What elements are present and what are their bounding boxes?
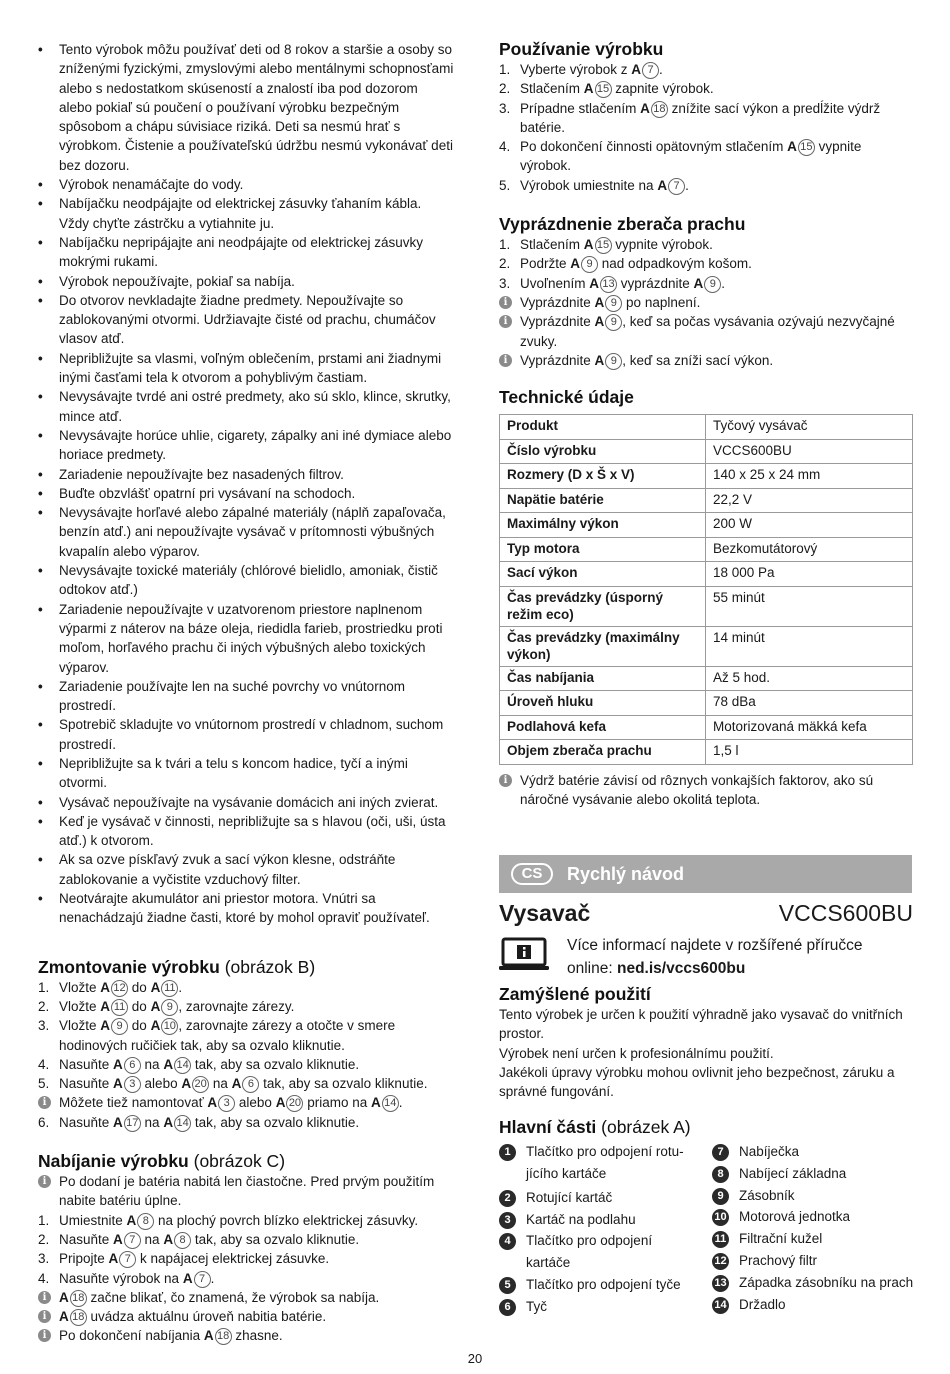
part-number: 14 — [712, 1297, 729, 1314]
step-number: 1. — [499, 62, 511, 77]
more-info-text: Více informací najdete v rozšířené příručce online: ned.is/vccs600bu — [567, 937, 863, 977]
step — [38, 1074, 454, 1093]
part-number: 1 — [499, 1144, 516, 1161]
safety-bullet-list — [38, 40, 454, 928]
step-number: 5. — [38, 1076, 50, 1092]
part-item — [712, 1163, 912, 1185]
spec-row — [500, 626, 913, 666]
step-number: 3. — [499, 100, 511, 116]
battery-note: i Výdrž batérie závisí od rôznych vonkajších faktorov, ako sú náročné vysávanie alebo okolitá teplota. — [499, 771, 913, 810]
info-icon: i — [499, 296, 512, 309]
step-number: 3. — [38, 1251, 50, 1267]
step-number: 1. — [499, 237, 511, 253]
step — [38, 1016, 454, 1055]
step — [499, 235, 913, 254]
main-parts-heading: Hlavní části (obrázek A) — [499, 1117, 691, 1137]
part-number: 4 — [499, 1233, 516, 1250]
part-number: 12 — [712, 1253, 729, 1270]
step — [38, 1249, 454, 1268]
laptop-info-icon — [499, 937, 549, 971]
part-label: Tlačítko pro odpojení rotu-jícího kartáče — [526, 1144, 684, 1181]
spec-key: Číslo výrobku — [500, 439, 706, 464]
safety-bullet: • Spotrebič skladujte vo vnútornom prostredí v chladnom, suchom prostredí. — [38, 715, 454, 754]
info-note — [38, 1093, 454, 1112]
step-number: 2. — [499, 256, 511, 272]
emptying-steps — [499, 235, 913, 370]
step-text: Podržte A 9 nad odpadkovým košom. — [520, 256, 752, 272]
spec-key: Podlahová kefa — [500, 715, 706, 740]
info-icon: i — [499, 315, 512, 328]
part-label: Zásobník — [739, 1187, 795, 1203]
step — [499, 176, 913, 195]
spec-key: Typ motora — [500, 537, 706, 562]
using-heading: Používanie výrobku — [499, 39, 664, 59]
info-icon: i — [38, 1310, 51, 1323]
part-item — [712, 1228, 912, 1250]
safety-bullet: • Výrobok nepoužívajte, pokiaľ sa nabíja. — [38, 272, 454, 291]
spec-value: 140 x 25 x 24 mm — [706, 464, 913, 489]
step-text: Uvoľnením A 13 vyprázdnite A 9 . — [520, 275, 726, 291]
spec-value: 78 dBa — [706, 691, 913, 716]
spec-value: VCCS600BU — [706, 439, 913, 464]
safety-bullet: • Nepribližujte sa k tvári a telu s koncom hadice, tyčí a inými otvormi. — [38, 754, 454, 793]
safety-bullet: • Do otvorov nevkladajte žiadne predmety. Nepoužívajte so zablokovanými otvormi. Udržiavajte čisté od prachu, chumáčov vlasov atď. — [38, 291, 454, 349]
spec-value: Až 5 hod. — [706, 666, 913, 691]
spec-row — [500, 439, 913, 464]
part-item — [499, 1187, 699, 1209]
part-label: Západka zásobníku na prach — [739, 1274, 914, 1290]
part-label: Tlačítko pro odpojení tyče — [526, 1277, 681, 1292]
spec-row — [500, 488, 913, 513]
step-text: Nasuňte A 3 alebo A 20 na A 6 tak, aby sa ozvalo kliknutie. — [59, 1076, 428, 1092]
step-number: 5. — [499, 177, 511, 193]
step — [499, 79, 913, 98]
info-note — [499, 351, 913, 370]
part-label: Držadlo — [739, 1296, 786, 1312]
part-item — [712, 1206, 912, 1228]
part-number: 13 — [712, 1275, 729, 1292]
intended-use-text: Výrobek není určen k profesionálnímu použití. — [499, 1045, 774, 1061]
spec-value: 14 minút — [706, 626, 913, 666]
step-number: 1. — [38, 979, 50, 995]
step — [38, 1230, 454, 1249]
step-text: Vyprázdnite A 9 po naplnení. — [520, 294, 701, 310]
safety-bullet: • Keď je vysávač v činnosti, nepribližujte sa s hlavou (oči, uši, ústa atď.) k otvorom. — [38, 812, 454, 851]
safety-bullet: • Buďte obzvlášť opatrní pri vysávaní na schodoch. — [38, 484, 454, 503]
step-text: Pripojte A 7 k napájacej elektrickej zásuvke. — [59, 1251, 330, 1267]
step-text: Vložte A 12 do A 11 . — [59, 979, 183, 995]
spec-value: Bezkomutátorový — [706, 537, 913, 562]
specs-heading: Technické údaje — [499, 387, 634, 408]
step-text: Stlačením A 15 vypnite výrobok. — [520, 237, 713, 253]
part-item — [712, 1294, 912, 1316]
spec-key: Úroveň hluku — [500, 691, 706, 716]
step-number: 4. — [38, 1056, 50, 1072]
spec-value: Tyčový vysávač — [706, 415, 913, 440]
safety-bullet: • Nevysávajte toxické materiály (chlórové bielidlo, amoniak, čistič odtokov atď.) — [38, 561, 454, 600]
spec-row — [500, 562, 913, 587]
spec-row — [500, 666, 913, 691]
step — [38, 997, 454, 1016]
part-label: Tyč — [526, 1299, 548, 1314]
safety-bullet: • Zariadenie nepoužívajte v uzatvorenom priestore naplnenom výparmi z náterov na báze oleja, riedidla farieb, prostriedku proti moľom, horľavého prachu či iných výbušných alebo toxických výparov. — [38, 600, 454, 677]
part-label: Tlačítko pro odpojení kartáče — [526, 1233, 653, 1270]
spec-key: Čas prevádzky (maximálny výkon) — [500, 626, 706, 666]
step-number: 2. — [38, 998, 50, 1014]
step-text: A 18 uvádza aktuálnu úroveň nabitia batérie. — [59, 1309, 327, 1325]
spec-key: Rozmery (D x Š x V) — [500, 464, 706, 489]
spec-key: Objem zberača prachu — [500, 740, 706, 765]
part-item — [712, 1185, 912, 1207]
language-badge: CS — [511, 863, 553, 885]
step — [499, 274, 913, 293]
assembly-heading: Zmontovanie výrobku (obrázok B) — [38, 956, 316, 977]
part-item — [499, 1296, 699, 1318]
spec-value: 22,2 V — [706, 488, 913, 513]
spec-key: Produkt — [500, 415, 706, 440]
info-note — [38, 1307, 454, 1326]
part-item — [499, 1209, 699, 1231]
safety-bullet: • Ak sa ozve pískľavý zvuk a sací výkon klesne, odstráňte zablokovanie a vyčistite vzduchový filter. — [38, 850, 454, 889]
safety-bullet: • Nevysávajte tvrdé ani ostré predmety, ako sú sklo, klince, skrutky, mince atď. — [38, 387, 454, 426]
safety-bullet: • Vysávač nepoužívajte na vysávanie domácich ani iných zvierat. — [38, 793, 454, 812]
part-item — [499, 1274, 699, 1296]
step-text: Po dodaní je batéria nabitá len čiastočne. Pred prvým použitím nabite batériu úplne. — [59, 1174, 435, 1209]
step-number: 2. — [499, 81, 511, 97]
spec-value: 1,5 l — [706, 740, 913, 765]
step-text: Nasuňte A 17 na A 14 tak, aby sa ozvalo kliknutie. — [59, 1114, 360, 1130]
step-text: A 18 začne blikať, čo znamená, že výrobok sa nabíja. — [59, 1289, 380, 1305]
manual-link[interactable]: ned.is/vccs600bu — [616, 960, 746, 977]
step — [499, 254, 913, 273]
safety-bullet: • Nabíjačku nepripájajte ani neodpájajte od elektrickej zásuvky mokrými rukami. — [38, 233, 454, 272]
intended-use-text: Jakékoli úpravy výrobku mohou ovlivnit jeho bezpečnost, záruku a správné fungování. — [499, 1064, 895, 1100]
info-note — [38, 1288, 454, 1307]
charging-heading: Nabíjanie výrobku (obrázok C) — [38, 1151, 286, 1172]
step — [499, 99, 913, 138]
step-text: Po dokončení činnosti opätovným stlačením A 15 vypnite výrobok. — [520, 139, 862, 174]
safety-bullet: • Zariadenie používajte len na suché povrchy vo vnútornom prostredí. — [38, 677, 454, 716]
spec-row — [500, 740, 913, 765]
step — [38, 1055, 454, 1074]
safety-bullet: • Neotvárajte akumulátor ani priestor motora. Vnútri sa nenachádzajú žiadne časti, ktoré by mohol opraviť používateľ. — [38, 889, 454, 928]
part-item — [712, 1272, 912, 1294]
part-number: 11 — [712, 1231, 729, 1248]
step-text: Nasuňte A 6 na A 14 tak, aby sa ozvalo kliknutie. — [59, 1056, 360, 1072]
step — [38, 1269, 454, 1288]
using-steps — [499, 60, 913, 195]
step-text: Výrobok umiestnite na A 7 . — [520, 177, 689, 193]
spec-value: 18 000 Pa — [706, 562, 913, 587]
spec-value: 200 W — [706, 513, 913, 538]
step-number: 4. — [499, 139, 511, 155]
info-icon: i — [38, 1096, 51, 1109]
spec-row — [500, 691, 913, 716]
info-note — [38, 1326, 454, 1345]
step-text: Umiestnite A 8 na plochý povrch blízko elektrickej zásuvky. — [59, 1212, 419, 1228]
spec-row — [500, 715, 913, 740]
step — [38, 1113, 454, 1132]
spec-row — [500, 537, 913, 562]
step-number: 4. — [38, 1270, 50, 1286]
safety-bullet: • Nepribližujte sa vlasmi, voľným oblečením, prstami ani žiadnymi inými časťami tela k otvorom a pohyblivým častiam. — [38, 349, 454, 388]
step-text: Nasuňte výrobok na A 7 . — [59, 1270, 215, 1286]
info-note — [38, 1172, 454, 1211]
part-number: 10 — [712, 1209, 729, 1226]
intended-use-section — [499, 983, 913, 1101]
spec-row — [500, 513, 913, 538]
main-parts-heading-wrap — [499, 1116, 913, 1138]
step-number: 3. — [499, 275, 511, 291]
part-number: 5 — [499, 1277, 516, 1294]
step-text: Vyprázdnite A 9 , keď sa zníži sací výkon. — [520, 352, 774, 368]
step-number: 2. — [38, 1231, 50, 1247]
step — [499, 60, 913, 79]
info-icon: i — [38, 1291, 51, 1304]
part-number: 7 — [712, 1144, 729, 1161]
step — [38, 978, 454, 997]
info-note — [499, 312, 913, 351]
step-text: Po dokončení nabíjania A 18 zhasne. — [59, 1328, 283, 1344]
step-text: Prípadne stlačením A 18 znížite sací výkon a predĺžite výdrž batérie. — [520, 100, 881, 135]
part-number: 2 — [499, 1190, 516, 1207]
specs-table — [499, 414, 913, 765]
spec-key: Čas nabíjania — [500, 666, 706, 691]
step-number: 1. — [38, 1212, 50, 1228]
model-number: VCCS600BU — [778, 900, 913, 926]
part-number: 8 — [712, 1166, 729, 1183]
step-text: Vyprázdnite A 9 , keď sa počas vysávania ozývajú nezvyčajné zvuky. — [520, 314, 895, 349]
part-label: Motorová jednotka — [739, 1209, 851, 1225]
intended-use-text: Tento výrobek je určen k použití výhradně jako vysavač do vnitřních prostor. — [499, 1007, 903, 1042]
emptying-heading: Vyprázdnenie zberača prachu — [499, 214, 746, 235]
part-number: 3 — [499, 1212, 516, 1229]
step-text: Vyberte výrobok z A 7 . — [520, 62, 663, 77]
part-label: Rotující kartáč — [526, 1190, 613, 1205]
spec-row — [500, 586, 913, 626]
spec-key: Čas prevádzky (úsporný režim eco) — [500, 586, 706, 626]
part-label: Nabíjecí základna — [739, 1165, 847, 1181]
part-label: Prachový filtr — [739, 1253, 818, 1268]
step-text: Stlačením A 15 zapnite výrobok. — [520, 81, 714, 97]
step — [499, 137, 913, 176]
info-note — [499, 293, 913, 312]
safety-bullet: • Výrobok nenamáčajte do vody. — [38, 175, 454, 194]
quick-guide-title: Rychlý návod — [567, 864, 685, 884]
spec-row — [500, 415, 913, 440]
step-text: Vložte A 9 do A 10 , zarovnajte zárezy a otočte v smere hodinových ručičiek tak, aby sa ozvalo kliknutie. — [59, 1018, 396, 1053]
spec-row — [500, 464, 913, 489]
intended-use-heading: Zamýšlené použití — [499, 984, 651, 1004]
part-item — [712, 1141, 912, 1163]
info-icon: i — [38, 1329, 51, 1342]
info-icon: i — [499, 774, 512, 787]
part-label: Nabíječka — [739, 1144, 800, 1159]
left-column — [38, 40, 454, 1346]
spec-key: Napätie batérie — [500, 488, 706, 513]
part-label: Kartáč na podlahu — [526, 1212, 636, 1227]
step-text: Nasuňte A 7 na A 8 tak, aby sa ozvalo kliknutie. — [59, 1231, 360, 1247]
step-number: 3. — [38, 1018, 50, 1034]
charging-steps — [38, 1172, 454, 1346]
spec-value: Motorizovaná mäkká kefa — [706, 715, 913, 740]
part-number: 9 — [712, 1188, 729, 1205]
spec-value: 55 minút — [706, 586, 913, 626]
assembly-steps — [38, 978, 454, 1132]
part-number: 6 — [499, 1299, 516, 1316]
part-item — [499, 1230, 699, 1273]
info-icon: i — [38, 1175, 51, 1188]
step-text: Môžete tiež namontovať A 3 alebo A 20 priamo na A 14 . — [59, 1095, 403, 1111]
cs-language-bar — [499, 855, 912, 893]
part-item — [712, 1250, 912, 1272]
part-item — [499, 1141, 699, 1184]
product-title-row — [499, 898, 913, 930]
right-column — [499, 38, 913, 809]
step — [38, 1211, 454, 1230]
spec-key: Sací výkon — [500, 562, 706, 587]
safety-bullet: • Nevysávajte horľavé alebo zápalné materiály (náplň zapaľovača, benzín atď.) ani nepoužívajte vysávač v prítomnosti výbušných kvapalín alebo výparov. — [38, 503, 454, 561]
safety-bullet: • Nevysávajte horúce uhlie, cigarety, zápalky ani iné dymiace alebo horiace predmety. — [38, 426, 454, 465]
step-text: Vložte A 11 do A 9 , zarovnajte zárezy. — [59, 998, 295, 1014]
step-number: 6. — [38, 1114, 50, 1130]
info-icon: i — [499, 354, 512, 367]
safety-bullet: • Tento výrobok môžu používať deti od 8 rokov a staršie a osoby so zníženými fyzickými, zmyslovými alebo mentálnymi schopnosťami alebo s nedostatkom skúseností a znalostí iba pod dozorom alebo pokiaľ sú poučení o používaní výrobku bezpečným spôsobom a chápu súvisiace riziká. Deti sa nesmú hrať s výrobkom. Čistenie a používateľskú údržbu nesmú vykonávať deti bez dozoru. — [38, 40, 454, 175]
product-name: Vysavač — [499, 900, 591, 926]
spec-key: Maximálny výkon — [500, 513, 706, 538]
safety-bullet: • Zariadenie nepoužívajte bez nasadených filtrov. — [38, 465, 454, 484]
page-number: 20 — [467, 1351, 483, 1366]
safety-bullet: • Nabíjačku neodpájajte od elektrickej zásuvky ťahaním kábla. Vždy chyťte zástrčku a vytiahnite ju. — [38, 194, 454, 233]
part-label: Filtrační kužel — [739, 1231, 823, 1247]
